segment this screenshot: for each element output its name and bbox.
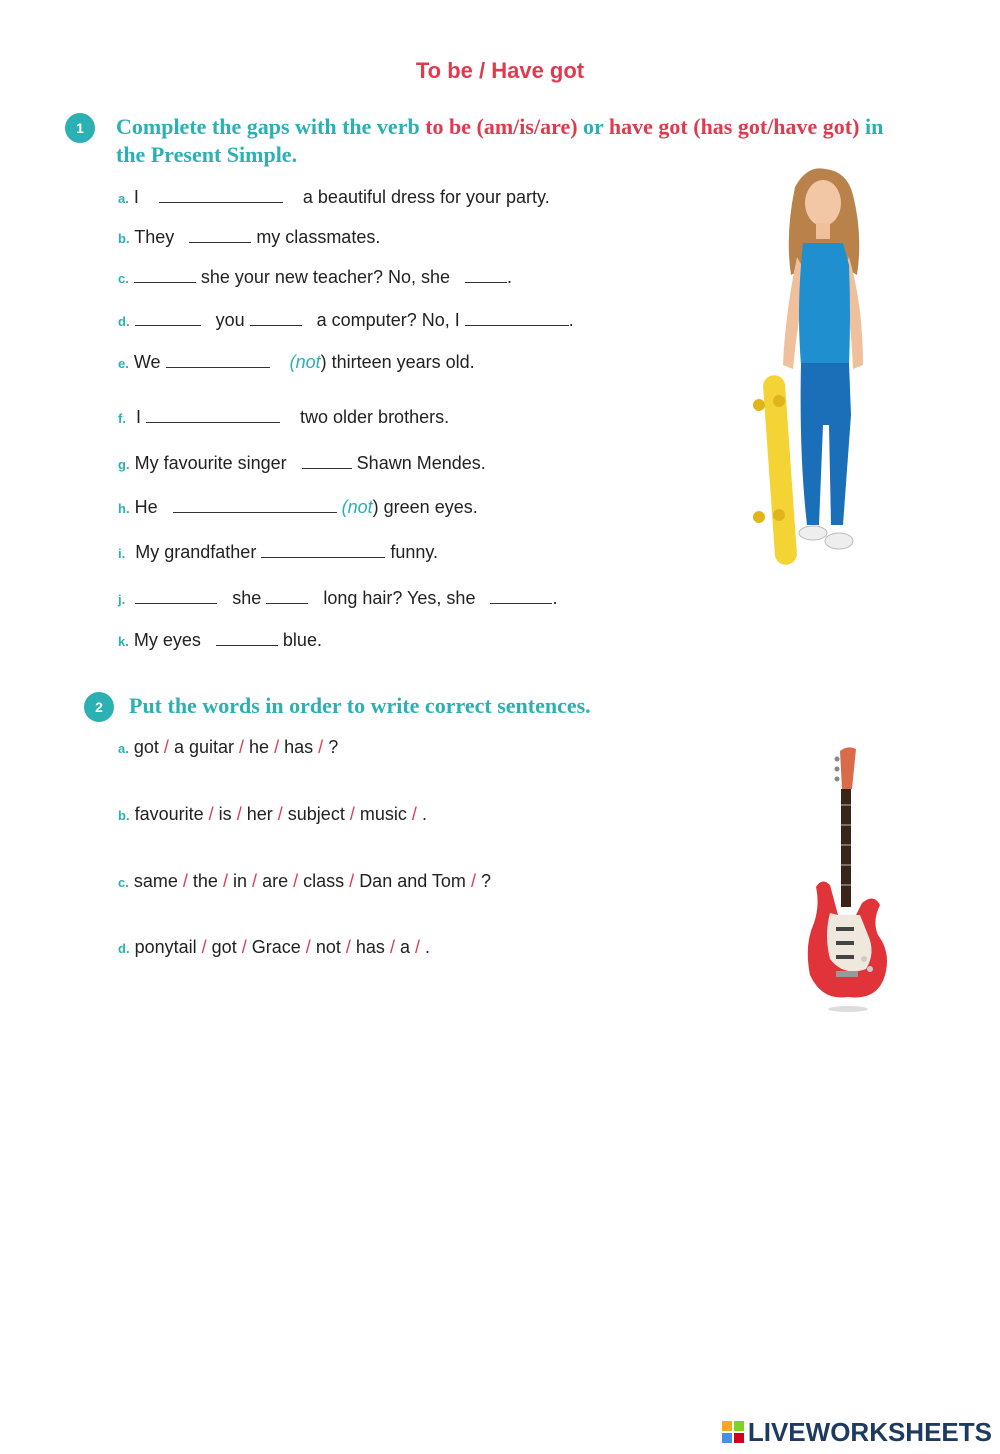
section-2-instruction: Put the words in order to write correct sentences. — [129, 693, 591, 718]
gap-1d-2[interactable] — [250, 309, 302, 326]
section-1-instruction: Complete the gaps with the verb to be (am/is/are) or have got (has got/have got) in the Present Simple. — [116, 114, 884, 167]
exercise-1c: c. she your new teacher? No, she . — [118, 267, 513, 287]
exercise-1k: k. My eyes blue. — [118, 630, 322, 650]
gap-1d-1[interactable] — [135, 309, 201, 326]
exercise-1d: d. you a computer? No, I . — [118, 310, 574, 330]
liveworksheets-logo: LIVEWORKSHEETS — [722, 1417, 992, 1448]
page-title: To be / Have got — [415, 58, 585, 83]
exercise-2d: d. ponytail / got / Grace / not / has / a / . — [118, 937, 431, 957]
gap-1c-1[interactable] — [134, 266, 196, 283]
exercise-1g: g. My favourite singer Shawn Mendes. — [118, 453, 486, 473]
gap-1f[interactable] — [146, 406, 280, 423]
exercise-1a: a. I a beautiful dress for your party. — [118, 187, 550, 207]
gap-1c-2[interactable] — [465, 266, 507, 283]
gap-1e[interactable] — [166, 351, 270, 368]
gap-1k[interactable] — [216, 629, 278, 646]
exercise-1i: i. My grandfather funny. — [118, 542, 439, 562]
section-2-badge: 2 — [84, 692, 114, 722]
exercise-1f: f. I two older brothers. — [118, 407, 450, 427]
exercise-2a: a. got / a guitar / he / has / ? — [118, 737, 339, 757]
gap-1i[interactable] — [261, 541, 385, 558]
gap-1b[interactable] — [189, 226, 251, 243]
gap-1d-3[interactable] — [465, 309, 569, 326]
section-1-badge: 1 — [65, 113, 95, 143]
exercise-2c: c. same / the / in / are / class / Dan and Tom / ? — [118, 871, 491, 891]
gap-1j-1[interactable] — [135, 587, 217, 604]
exercise-1h: h. He (not) green eyes. — [118, 497, 478, 517]
exercise-2b: b. favourite / is / her / subject / music / . — [118, 804, 427, 824]
girl-with-skateboard-image — [745, 165, 905, 585]
gap-1a[interactable] — [159, 186, 283, 203]
electric-guitar-image — [800, 745, 895, 1015]
exercise-1e: e. We (not) thirteen years old. — [118, 352, 475, 372]
gap-1j-3[interactable] — [490, 587, 552, 604]
liveworksheets-logo-icon — [722, 1419, 744, 1441]
gap-1h[interactable] — [173, 496, 337, 513]
gap-1g[interactable] — [302, 452, 352, 469]
exercise-1j: j. she long hair? Yes, she . — [118, 588, 558, 608]
exercise-1b: b. They my classmates. — [118, 227, 381, 247]
gap-1j-2[interactable] — [266, 587, 308, 604]
